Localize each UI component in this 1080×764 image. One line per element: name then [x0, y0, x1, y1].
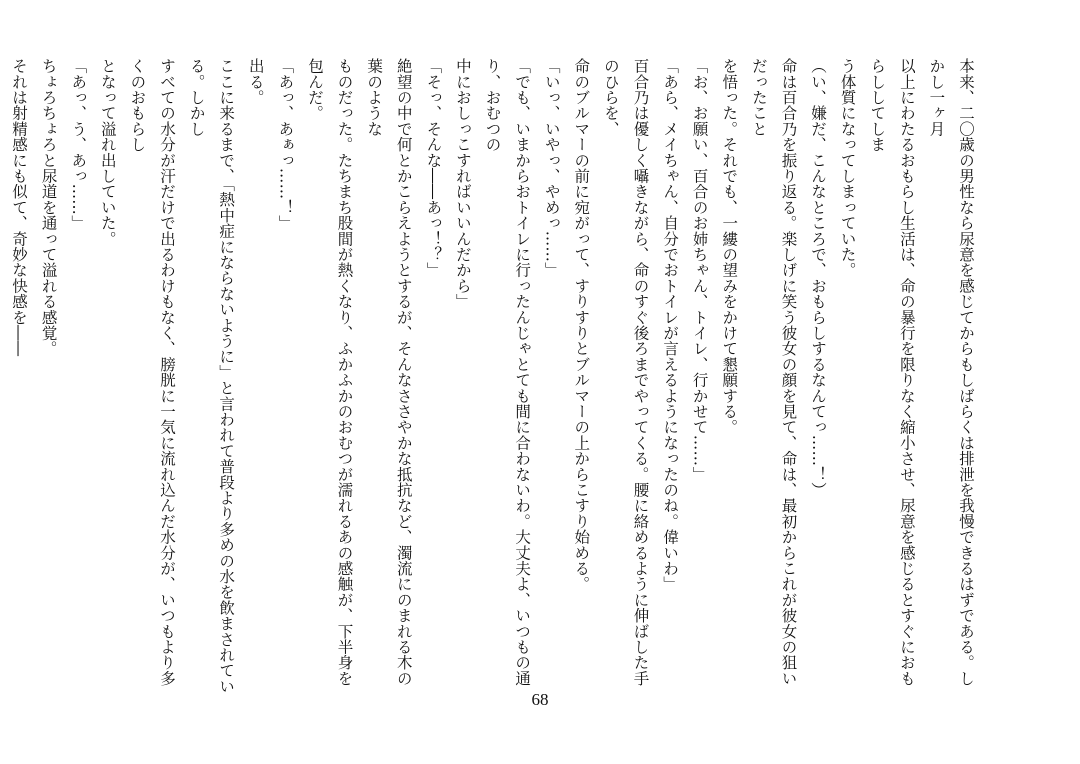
text-line: ちょろちょろと尿道を通って溢れる感覚。: [39, 58, 58, 357]
text-line: 「あっ、あぁっ……！」: [276, 58, 295, 231]
text-line: 絶望の中で何とかこらえようとするが、そんなささやかな抵抗など、濁流にのまれる木の葉のような: [365, 58, 413, 686]
text-line: を悟った。それでも、一縷の望みをかけて懇願する。: [720, 58, 739, 435]
text-line: 「あっ、う、あっ……」: [69, 58, 88, 231]
text-line: 本来、二〇歳の男性なら尿意を感じてからもしばらくは排泄を我慢できるはずである。しかし一ヶ月: [927, 58, 975, 686]
text-line: （い、嫌だ、こんなところで、おもらしするなんてっ……！）: [809, 58, 828, 498]
text-line: 「お、お願い、百合のお姉ちゃん、トイレ、行かせて……」: [690, 58, 709, 482]
vertical-text-block: [10, 58, 980, 698]
text-line: 命は百合乃を振り返る。楽しげに笑う彼女の顔を見て、命は、最初からこれが彼女の狙いだったこと: [749, 58, 798, 686]
text-line: 「そっ、そんな――あっ！？」: [424, 58, 443, 278]
text-line: 「いっ、いやっ、やめっ……」: [542, 58, 561, 278]
text-line: すべての水分が汗だけで出るわけもなく、膀胱に一気に流れ込んだ水分が、いつもより多くのおもらし: [128, 58, 176, 686]
text-line: 「でも、いまからおトイレに行ったんじゃとても間に合わないわ。大丈夫よ、いつもの通り、おむつの: [483, 58, 532, 686]
text-line: ものだった。たちまち股間が熱くなり、ふかふかのおむつが濡れるあの感触が、下半身を包んだ。: [305, 58, 354, 686]
page-number: 68: [531, 690, 549, 709]
text-line: う体質になってしまっていた。: [838, 58, 857, 278]
text-line: 中におしっこすればいいんだから」: [453, 58, 472, 310]
text-line: ここに来るまで、「熱中症にならないように」と言われて普段より多めの水を飲まされている。しかし: [187, 58, 236, 694]
text-line: 以上にわたるおもらし生活は、命の暴行を限りなく縮小させ、尿意を感じるとすぐにおもらししてしま: [868, 58, 916, 686]
text-line: 百合乃は優しく囁きながら、命のすぐ後ろまでやってくる。腰に絡めるように伸ばした手のひらを、: [601, 58, 650, 686]
text-line: 命のブルマーの前に宛がって、すりすりとブルマーの上からこすり始める。: [572, 58, 591, 592]
text-line: 「あら、メイちゃん、自分でおトイレが言えるようになったのね。偉いわ」: [661, 58, 680, 592]
text-line: となって溢れ出していた。: [98, 58, 117, 247]
text-line: 出る。: [246, 58, 265, 106]
text-line: それは射精感にも似て、奇妙な快感を――: [10, 58, 28, 357]
text-line: [0, 58, 3, 698]
